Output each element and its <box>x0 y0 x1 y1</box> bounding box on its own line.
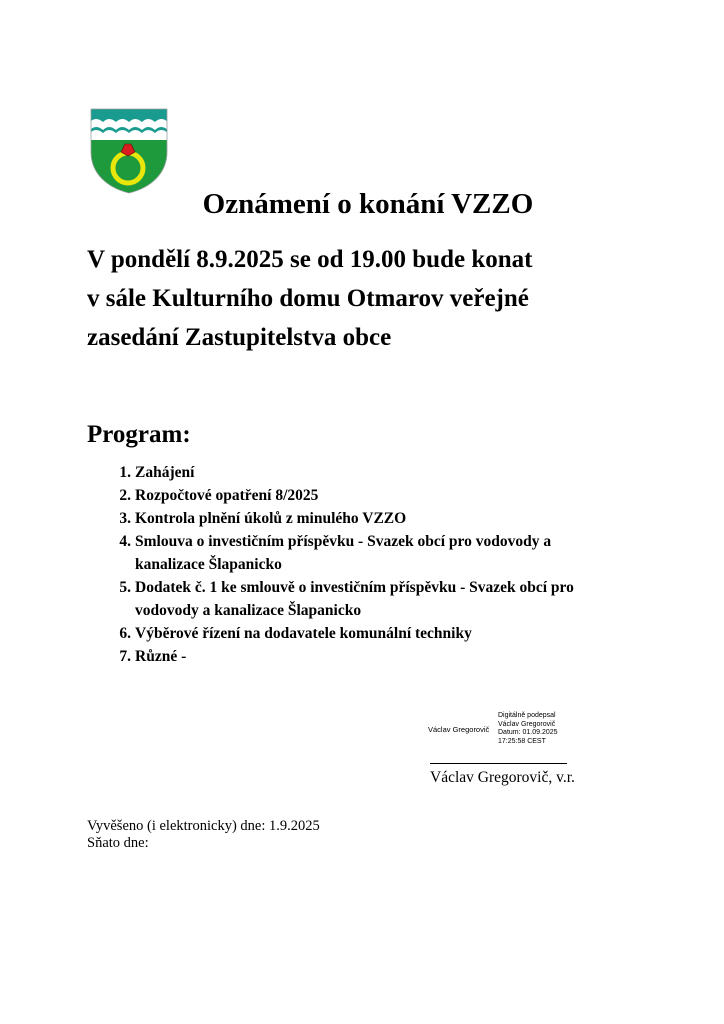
agenda-item <box>107 530 647 576</box>
agenda-item-text: Dodatek č. 1 ke smlouvě o investičním příspěvku - Svazek obcí pro <box>135 579 574 596</box>
agenda-item-text: Zahájení <box>135 464 195 481</box>
agenda-list <box>107 461 647 668</box>
meeting-announcement <box>87 240 687 357</box>
agenda-item <box>107 622 647 645</box>
agenda-item-number: 4. <box>119 533 131 550</box>
agenda-item-text: Výběrové řízení na dodavatele komunální techniky <box>135 625 472 642</box>
agenda-item-number: 7. <box>119 648 131 665</box>
agenda-item <box>107 507 647 530</box>
agenda-item-text: Rozpočtové opatření 8/2025 <box>135 487 319 504</box>
program-heading: Program: <box>87 421 191 448</box>
agenda-item-number: 3. <box>119 510 131 527</box>
removed-date: Sňato dne: <box>87 835 149 851</box>
agenda-item <box>107 484 647 507</box>
digital-signature-stamp <box>428 710 588 750</box>
agenda-item-text: Různé - <box>135 648 187 665</box>
page-title: Oznámení o konání VZZO <box>202 188 534 220</box>
agenda-item-number: 6. <box>119 625 131 642</box>
digital-signature-name: Václav Gregorovič <box>428 725 490 734</box>
digital-signature-details: Digitálně podepsal Václav Gregorovič Datum: 01.09.2025 17:25:58 CEST <box>498 712 558 745</box>
announcement-line: zasedání Zastupitelstva obce <box>87 324 392 351</box>
agenda-item <box>107 645 647 668</box>
coat-of-arms-icon <box>90 108 168 194</box>
signature-line <box>430 763 567 764</box>
agenda-item <box>107 576 647 622</box>
agenda-item-text: kanalizace Šlapanicko <box>135 556 282 573</box>
agenda-item <box>107 461 647 484</box>
signer-name: Václav Gregorovič, v.r. <box>430 769 575 786</box>
agenda-item-number: 5. <box>119 579 131 596</box>
announcement-line: v sále Kulturního domu Otmarov veřejné <box>87 285 529 312</box>
agenda-item-number: 2. <box>119 487 131 504</box>
agenda-item-text: Smlouva o investičním příspěvku - Svazek obcí pro vodovody a <box>135 533 552 550</box>
agenda-item-text: Kontrola plnění úkolů z minulého VZZO <box>135 510 407 527</box>
announcement-line: V pondělí 8.9.2025 se od 19.00 bude konat <box>87 246 533 273</box>
agenda-item-text: vodovody a kanalizace Šlapanicko <box>135 602 362 619</box>
posting-info <box>87 818 320 852</box>
posted-date: Vyvěšeno (i elektronicky) dne: 1.9.2025 <box>87 818 320 834</box>
agenda-item-number: 1. <box>119 464 131 481</box>
